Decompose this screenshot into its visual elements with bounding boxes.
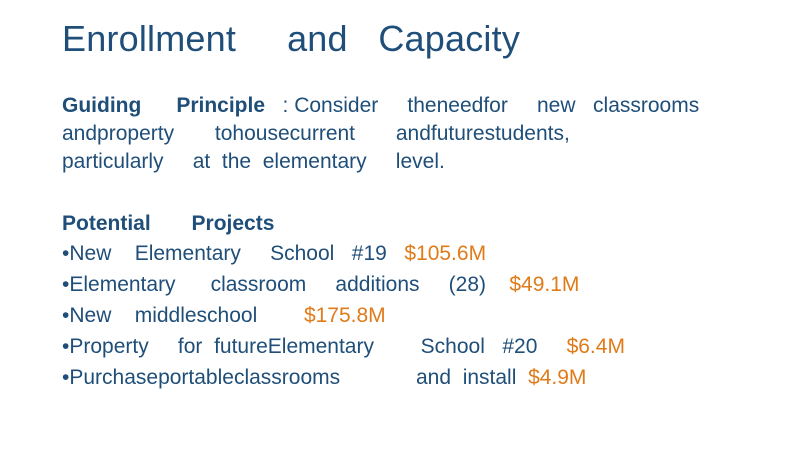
project-cost: $6.4M bbox=[566, 335, 625, 358]
guiding-principle bbox=[62, 92, 752, 176]
project-name: •New Elementary School #19 bbox=[62, 242, 405, 265]
project-cost: $49.1M bbox=[509, 273, 580, 296]
guiding-principle-text-3: particularly at the elementary level. bbox=[62, 150, 445, 173]
guiding-principle-label: Guiding Principle bbox=[62, 94, 266, 117]
slide-title: Enrollment and Capacity bbox=[62, 18, 521, 59]
project-item bbox=[62, 331, 752, 362]
project-cost: $175.8M bbox=[303, 304, 386, 327]
project-name: •Elementary classroom additions (28) bbox=[62, 273, 510, 296]
project-item bbox=[62, 362, 752, 393]
project-item bbox=[62, 238, 752, 269]
project-list bbox=[62, 238, 752, 393]
guiding-principle-text-1: : Consider theneedfor new classrooms bbox=[265, 94, 700, 117]
guiding-principle-text-2: andproperty tohousecurrent andfuturestudents, bbox=[62, 122, 570, 145]
project-name: •New middleschool bbox=[62, 304, 304, 327]
project-name: •Purchaseportableclassrooms and install bbox=[62, 366, 529, 389]
guiding-principle-line-1 bbox=[62, 92, 752, 120]
potential-projects-title: Potential Projects bbox=[62, 212, 275, 235]
potential-projects bbox=[62, 210, 752, 393]
project-cost: $4.9M bbox=[528, 366, 587, 389]
project-item bbox=[62, 269, 752, 300]
project-cost: $105.6M bbox=[404, 242, 487, 265]
project-name: •Property for futureElementary School #20 bbox=[62, 335, 567, 358]
project-item bbox=[62, 300, 752, 331]
